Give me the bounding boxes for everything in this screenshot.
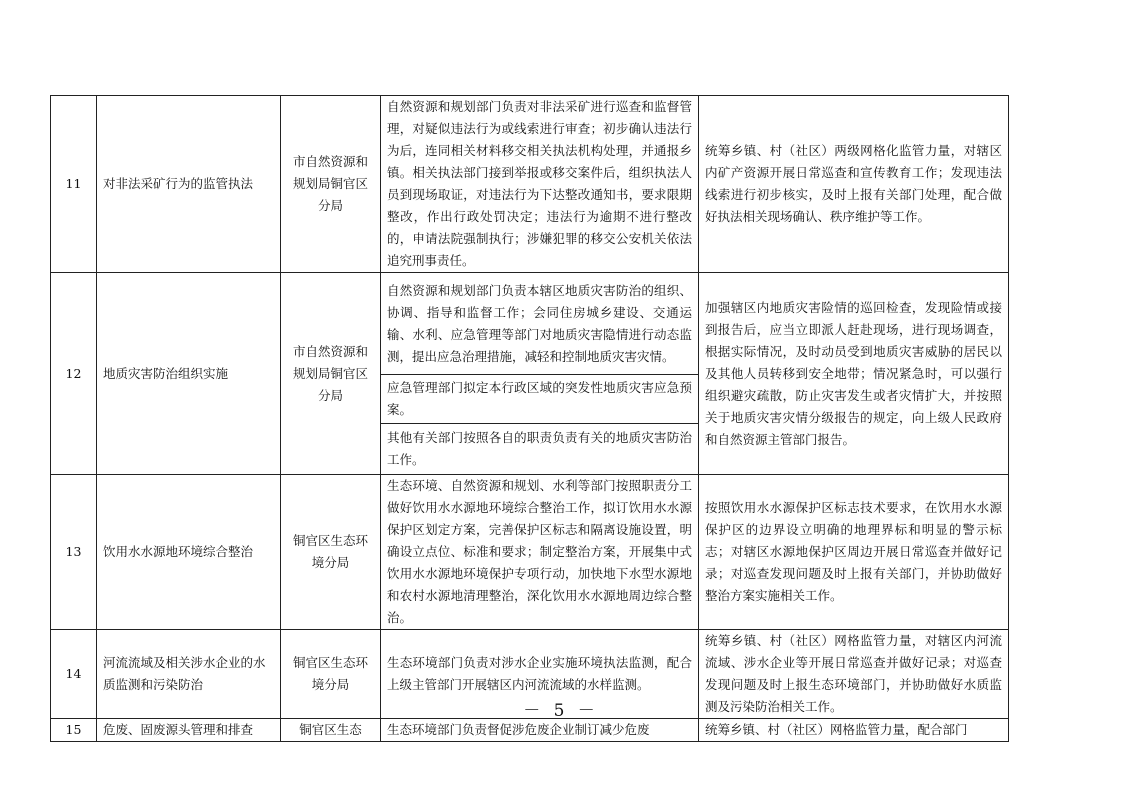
township-duty: 统筹乡镇、村（社区）两级网格化监管力量，对辖区内矿产资源开展日常巡查和宣传教育工作；发现违法线索进行初步核实，及时上报有关部门处理，配合做好执法相关现场确认、秩序维护等工作。 [699,96,1009,273]
row-number: 13 [51,475,97,630]
department-duty: 生态环境部门负责对涉水企业实施环境执法监测，配合上级主管部门开展辖区内河流流域的水样监测。 [381,630,699,719]
row-number: 15 [51,719,97,742]
department-duty: 自然资源和规划部门负责对非法采矿进行巡查和监督管理，对疑似违法行为或线索进行审查；初步确认违法行为后，连同相关材料移交相关执法机构处理，并通报乡镇。相关执法部门接到举报或移交案件后，组织执法人员到现场取证，对违法行为下达整改通知书，要求限期整改，作出行政处罚决定；违法行为逾期不进行整改的，申请法院强制执行；涉嫌犯罪的移交公安机关依法追究刑事责任。 [381,96,699,273]
table-row [51,96,1009,273]
row-number: 14 [51,630,97,719]
township-duty: 统筹乡镇、村（社区）网格监管力量，对辖区内河流流域、涉水企业等开展日常巡查并做好记录；对巡查发现问题及时上报生态环境部门，并协助做好水质监测及污染防治相关工作。 [699,630,1009,719]
department-duty: 生态环境部门负责督促涉危废企业制订减少危废 [381,719,699,742]
responsible-department: 市自然资源和规划局铜官区分局 [281,96,381,273]
duty-table [50,95,1009,742]
matter-name: 危废、固废源头管理和排查 [97,719,281,742]
responsible-department: 铜官区生态 [281,719,381,742]
row-number: 12 [51,273,97,475]
responsible-department: 市自然资源和规划局铜官区分局 [281,273,381,475]
responsible-department: 铜官区生态环境分局 [281,630,381,719]
matter-name: 地质灾害防治组织实施 [97,273,281,475]
table-row [51,719,1009,742]
page-number: － 5 － [523,701,599,721]
table-row [51,475,1009,630]
department-duty: 生态环境、自然资源和规划、水利等部门按照职责分工做好饮用水水源地环境综合整治工作，拟订饮用水水源保护区划定方案，完善保护区标志和隔离设施设置，明确设立点位、标准和要求；制定整治方案，开展集中式饮用水水源地环境保护专项行动，加快地下水型水源地和农村水源地清理整治，深化饮用水水源地周边综合整治。 [381,475,699,630]
matter-name: 对非法采矿行为的监管执法 [97,96,281,273]
township-duty: 统筹乡镇、村（社区）网格监管力量，配合部门 [699,719,1009,742]
township-duty: 加强辖区内地质灾害险情的巡回检查，发现险情或接到报告后，应当立即派人赶赴现场，进行现场调查，根据实际情况，及时动员受到地质灾害威胁的居民以及其他人员转移到安全地带；情况紧急时，可以强行组织避灾疏散，防止灾害发生或者灾情扩大，并按照关于地质灾害灾情分级报告的规定，向上级人民政府和自然资源主管部门报告。 [699,273,1009,475]
row-number: 11 [51,96,97,273]
matter-name: 河流流域及相关涉水企业的水质监测和污染防治 [97,630,281,719]
table-row [51,273,1009,375]
department-duty: 自然资源和规划部门负责本辖区地质灾害防治的组织、协调、指导和监督工作；会同住房城乡建设、交通运输、水利、应急管理等部门对地质灾害隐情进行动态监测，提出应急治理措施，减轻和控制地质灾害灾情。 [381,273,699,375]
department-duty: 应急管理部门拟定本行政区域的突发性地质灾害应急预案。 [381,375,699,424]
township-duty: 按照饮用水水源保护区标志技术要求，在饮用水水源保护区的边界设立明确的地理界标和明显的警示标志；对辖区水源地保护区周边开展日常巡查并做好记录；对巡查发现问题及时上报有关部门，并协助做好整治方案实施相关工作。 [699,475,1009,630]
responsible-department: 铜官区生态环境分局 [281,475,381,630]
department-duty: 其他有关部门按照各自的职责负责有关的地质灾害防治工作。 [381,424,699,475]
matter-name: 饮用水水源地环境综合整治 [97,475,281,630]
